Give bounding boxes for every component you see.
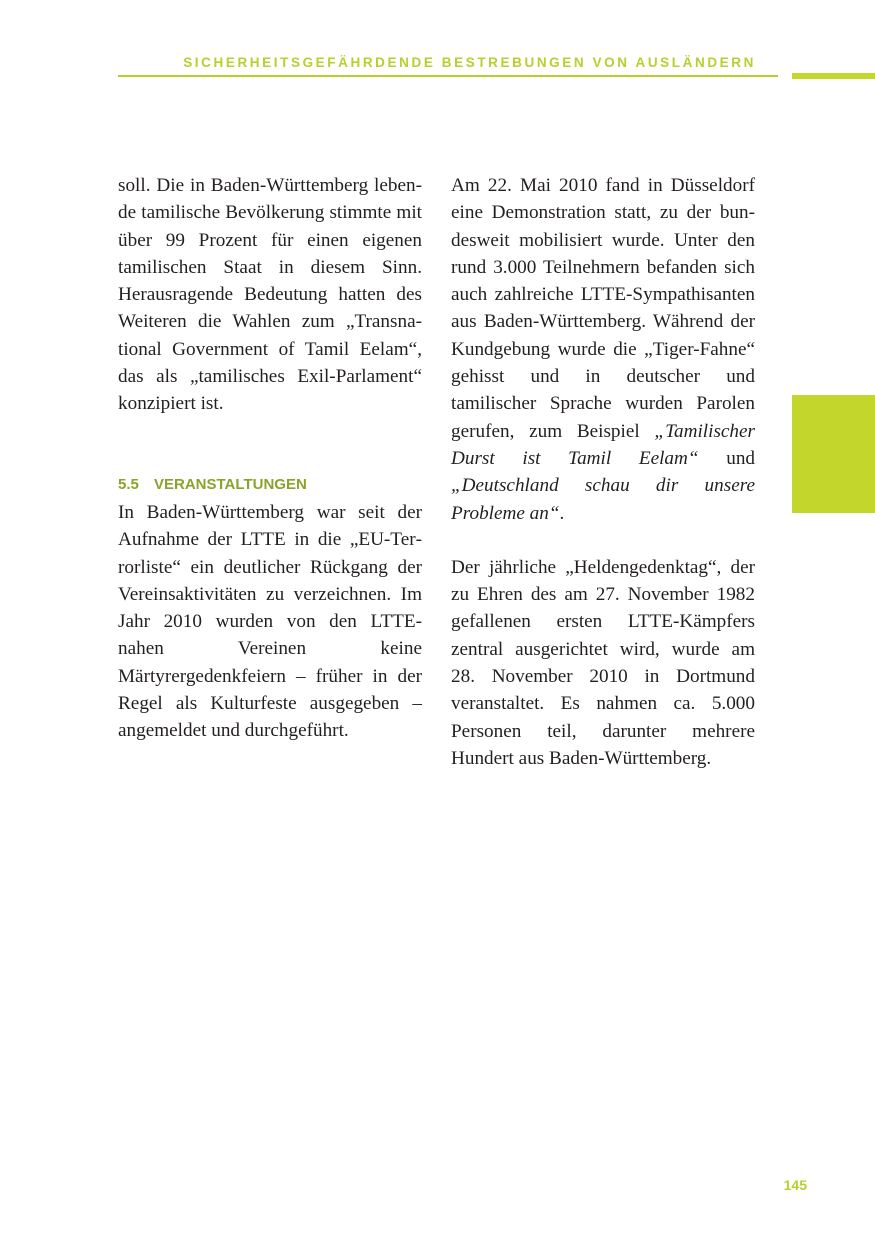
page-number: 145	[783, 1177, 807, 1193]
header-rule	[118, 75, 778, 77]
section-title: VERANSTALTUNGEN	[154, 476, 307, 493]
body-paragraph: soll. Die in Baden-Württemberg lebende tamilische Bevölkerung stimmte mit über 99 Prozent für einen eigenen tamilischen Staat in diesem Sinn. Herausragende Bedeutung hatten des Weiteren die Wahlen zum „Transnational Government of Tamil Eelam“, das als „tamilisches Exil-Parlament“ konzipiert ist.	[118, 175, 422, 415]
paragraph-text: Am 22. Mai 2010 fand in Düsseldorf eine Demonstration statt, zu der bundesweit mobilisiert wurde. Unter den rund 3.000 Teilnehmern befanden sich auch zahlreiche LTTE-Sympathisanten aus Baden-Württemberg. Während der Kundgebung wurde die „Tiger-Fahne“ gehisst und in deutscher und tamilischer Sprache wurden Parolen gerufen, zum Beispiel	[451, 175, 755, 442]
right-column	[451, 172, 755, 772]
header-accent-tab	[792, 73, 875, 79]
section-number: 5.5	[118, 476, 139, 493]
body-paragraph	[451, 172, 755, 527]
running-header: SICHERHEITSGEFÄHRDENDE BESTREBUNGEN VON AUSLÄNDERN	[183, 55, 756, 70]
body-paragraph: In Baden-Württemberg war seit der Aufnahme der LTTE in die „EU-Terrorliste“ ein deutlicher Rückgang der Vereinsaktivitäten zu verzeichnen. Im Jahr 2010 wurden von den LTTE-nahen Vereinen keine Märtyrergedenkfeiern – früher in der Regel als Kulturfeste ausgegeben – angemeldet und durchgeführt.	[118, 502, 422, 742]
quote-slogan: „Tamilischer Durst ist Tamil Eelam“	[451, 420, 756, 469]
left-column-bottom	[118, 499, 422, 745]
quote-slogan: „Deutschland schau dir unsere Probleme an“	[451, 475, 755, 524]
section-heading	[118, 476, 307, 493]
end-punctuation: .	[559, 502, 565, 524]
chapter-thumb-index	[792, 395, 875, 513]
connector-text: und	[726, 447, 755, 469]
left-column-top	[118, 172, 422, 418]
body-paragraph: Der jährliche „Heldengedenktag“, der zu Ehren des am 27. November 1982 gefallenen ersten LTTE-Kämpfers zentral ausgerichtet wird, wurde am 28. November 2010 in Dortmund veranstaltet. Es nahmen ca. 5.000 Personen teil, darunter mehrere Hundert aus Baden-Württemberg.	[451, 556, 755, 769]
